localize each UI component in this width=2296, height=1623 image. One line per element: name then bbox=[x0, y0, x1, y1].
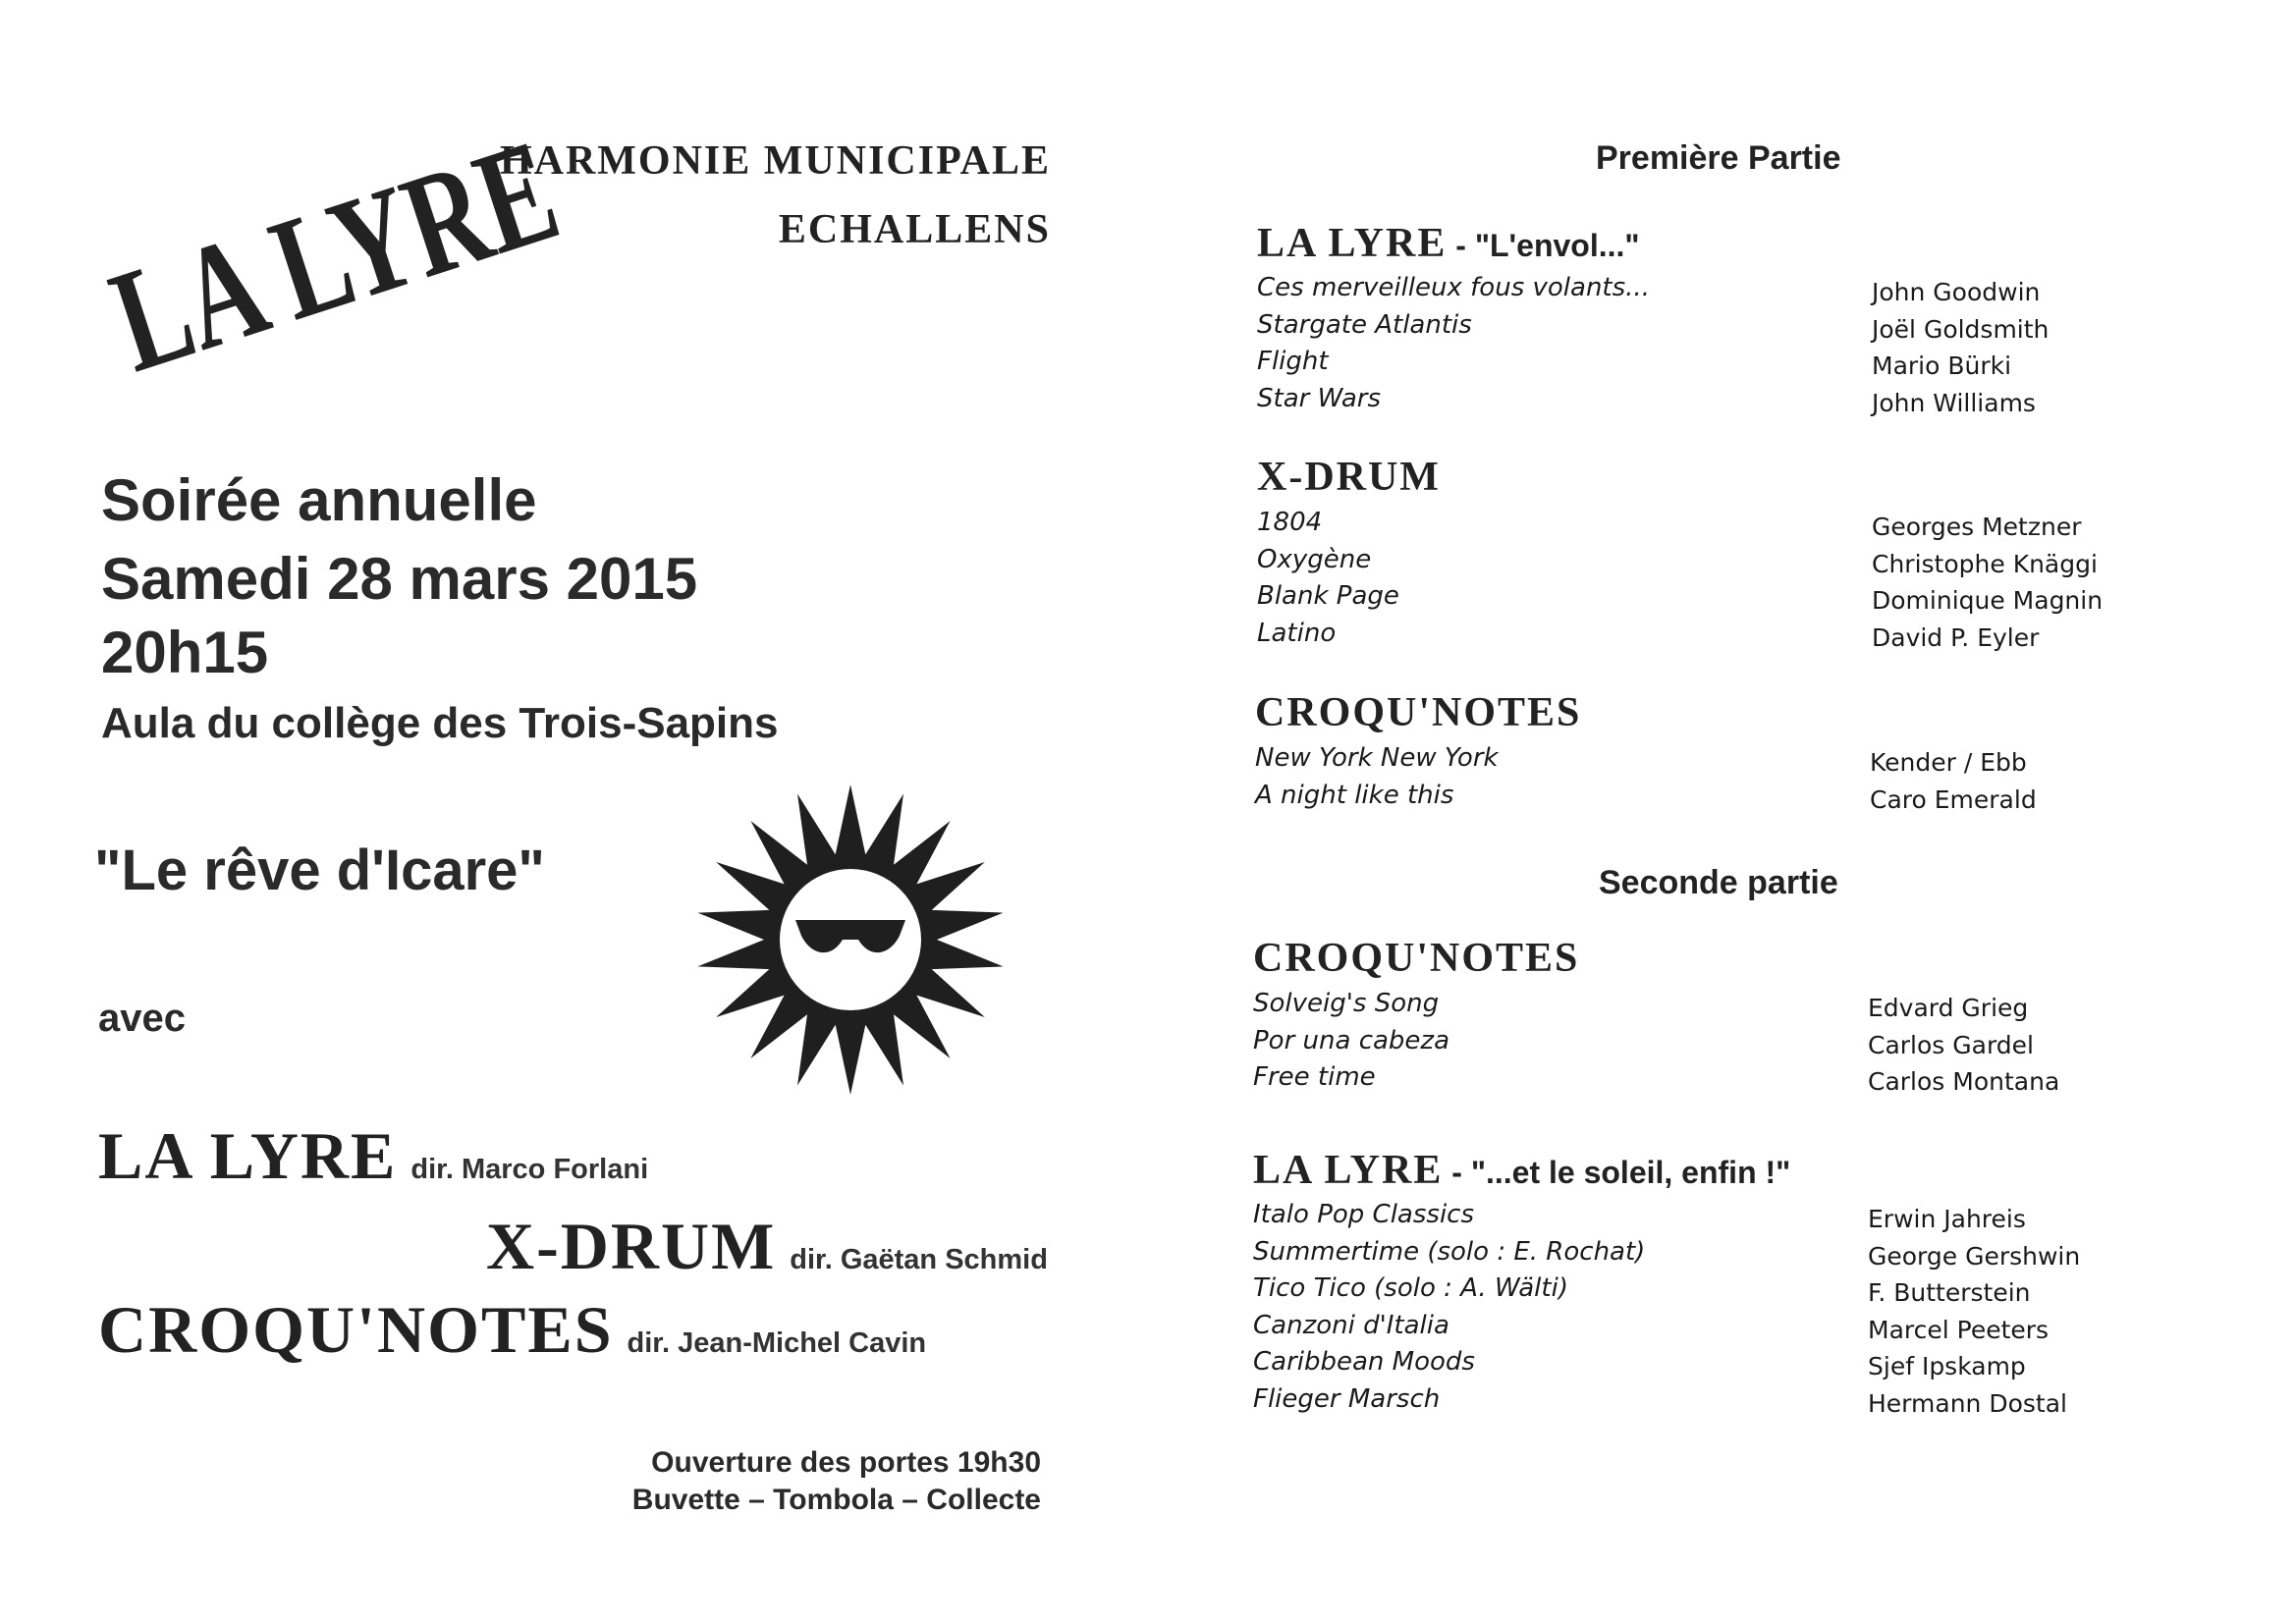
band-name: X-DRUM bbox=[486, 1209, 777, 1283]
event-extras: Buvette – Tombola – Collecte bbox=[631, 1484, 1041, 1516]
avec-label: avec bbox=[98, 997, 186, 1040]
piece-title: A night like this bbox=[1255, 780, 1454, 810]
piece-composer: Erwin Jahreis bbox=[1868, 1205, 2026, 1233]
piece-composer: Georges Metzner bbox=[1872, 513, 2082, 541]
group-heading bbox=[1253, 935, 1579, 982]
piece-composer: Caro Emerald bbox=[1870, 784, 2037, 814]
piece-composer: John Williams bbox=[1872, 388, 2036, 417]
band-director: dir. Marco Forlani bbox=[410, 1154, 649, 1185]
piece-title: Flight bbox=[1257, 347, 1329, 376]
band-director: dir. Gaëtan Schmid bbox=[790, 1244, 1048, 1275]
group-heading bbox=[1253, 1147, 1790, 1194]
event-venue: Aula du collège des Trois-Sapins bbox=[101, 699, 779, 747]
piece-composer: Kender / Ebb bbox=[1870, 748, 2027, 777]
piece-title: Latino bbox=[1257, 618, 1337, 648]
piece-title: Star Wars bbox=[1257, 383, 1382, 413]
piece-composer: Marcel Peeters bbox=[1868, 1315, 2050, 1344]
piece-title: Stargate Atlantis bbox=[1257, 309, 1472, 340]
piece-title: Solveig's Song bbox=[1253, 989, 1440, 1018]
event-date: Samedi 28 mars 2015 bbox=[101, 546, 698, 612]
band-director: dir. Jean-Michel Cavin bbox=[627, 1327, 927, 1359]
event-theme: "Le rêve d'Icare" bbox=[94, 839, 545, 902]
piece-composer: John Goodwin bbox=[1872, 278, 2041, 306]
org-town: ECHALLENS bbox=[778, 207, 1051, 252]
piece-title: Flieger Marsch bbox=[1253, 1383, 1441, 1414]
piece-composer: Carlos Gardel bbox=[1868, 1030, 2034, 1059]
piece-composer: F. Butterstein bbox=[1868, 1278, 2031, 1307]
piece-composer: Mario Bürki bbox=[1872, 352, 2012, 380]
piece-title: Italo Pop Classics bbox=[1253, 1200, 1475, 1229]
piece-title: Ces merveilleux fous volants... bbox=[1257, 273, 1650, 302]
piece-title: Tico Tico (solo : A. Wälti) bbox=[1253, 1273, 1568, 1303]
piece-title: Caribbean Moods bbox=[1253, 1347, 1475, 1377]
group-name: CROQU'NOTES bbox=[1253, 936, 1580, 981]
event-time: 20h15 bbox=[101, 620, 269, 685]
sun-with-sunglasses-icon bbox=[693, 783, 1008, 1097]
band-line-la-lyre bbox=[98, 1117, 648, 1195]
piece-title: 1804 bbox=[1257, 508, 1323, 537]
piece-composer: Hermann Dostal bbox=[1868, 1388, 2067, 1418]
piece-composer: Dominique Magnin bbox=[1872, 586, 2104, 615]
doors-opening: Ouverture des portes 19h30 bbox=[651, 1446, 1041, 1479]
band-name: CROQU'NOTES bbox=[98, 1292, 614, 1367]
band-line-x-drum bbox=[486, 1208, 1048, 1285]
group-name: LA LYRE bbox=[1253, 1148, 1444, 1193]
piece-composer: Sjef Ipskamp bbox=[1868, 1352, 2026, 1380]
piece-composer: Christophe Knäggi bbox=[1872, 549, 2098, 578]
group-heading bbox=[1255, 689, 1581, 736]
band-name: LA LYRE bbox=[98, 1118, 398, 1193]
piece-title: Summertime (solo : E. Rochat) bbox=[1253, 1236, 1646, 1267]
piece-title: New York New York bbox=[1255, 743, 1499, 773]
piece-composer: David P. Eyler bbox=[1872, 622, 2040, 652]
part-two-title: Seconde partie bbox=[1599, 864, 1838, 901]
band-line-croqu-notes bbox=[98, 1291, 926, 1369]
group-heading bbox=[1257, 220, 1640, 267]
org-name: HARMONIE MUNICIPALE bbox=[499, 138, 1051, 184]
event-title: Soirée annuelle bbox=[101, 467, 537, 533]
piece-composer: Edvard Grieg bbox=[1868, 994, 2029, 1022]
piece-title: Canzoni d'Italia bbox=[1253, 1310, 1449, 1340]
piece-title: Free time bbox=[1253, 1062, 1376, 1092]
la-lyre-logo: LA LYRE bbox=[93, 108, 575, 404]
piece-title: Oxygène bbox=[1257, 544, 1372, 574]
group-subtitle: - "...et le soleil, enfin !" bbox=[1443, 1155, 1791, 1190]
group-name: LA LYRE bbox=[1257, 221, 1448, 266]
piece-composer: George Gershwin bbox=[1868, 1241, 2081, 1271]
piece-composer: Carlos Montana bbox=[1868, 1067, 2060, 1096]
part-one-title: Première Partie bbox=[1596, 139, 1841, 177]
piece-title: Por una cabeza bbox=[1253, 1025, 1450, 1055]
piece-composer: Joël Goldsmith bbox=[1872, 314, 2050, 344]
group-heading bbox=[1257, 454, 1441, 501]
piece-title: Blank Page bbox=[1257, 581, 1399, 611]
group-subtitle: - "L'envol..." bbox=[1447, 228, 1640, 263]
group-name: CROQU'NOTES bbox=[1255, 690, 1582, 735]
group-name: X-DRUM bbox=[1257, 455, 1441, 500]
